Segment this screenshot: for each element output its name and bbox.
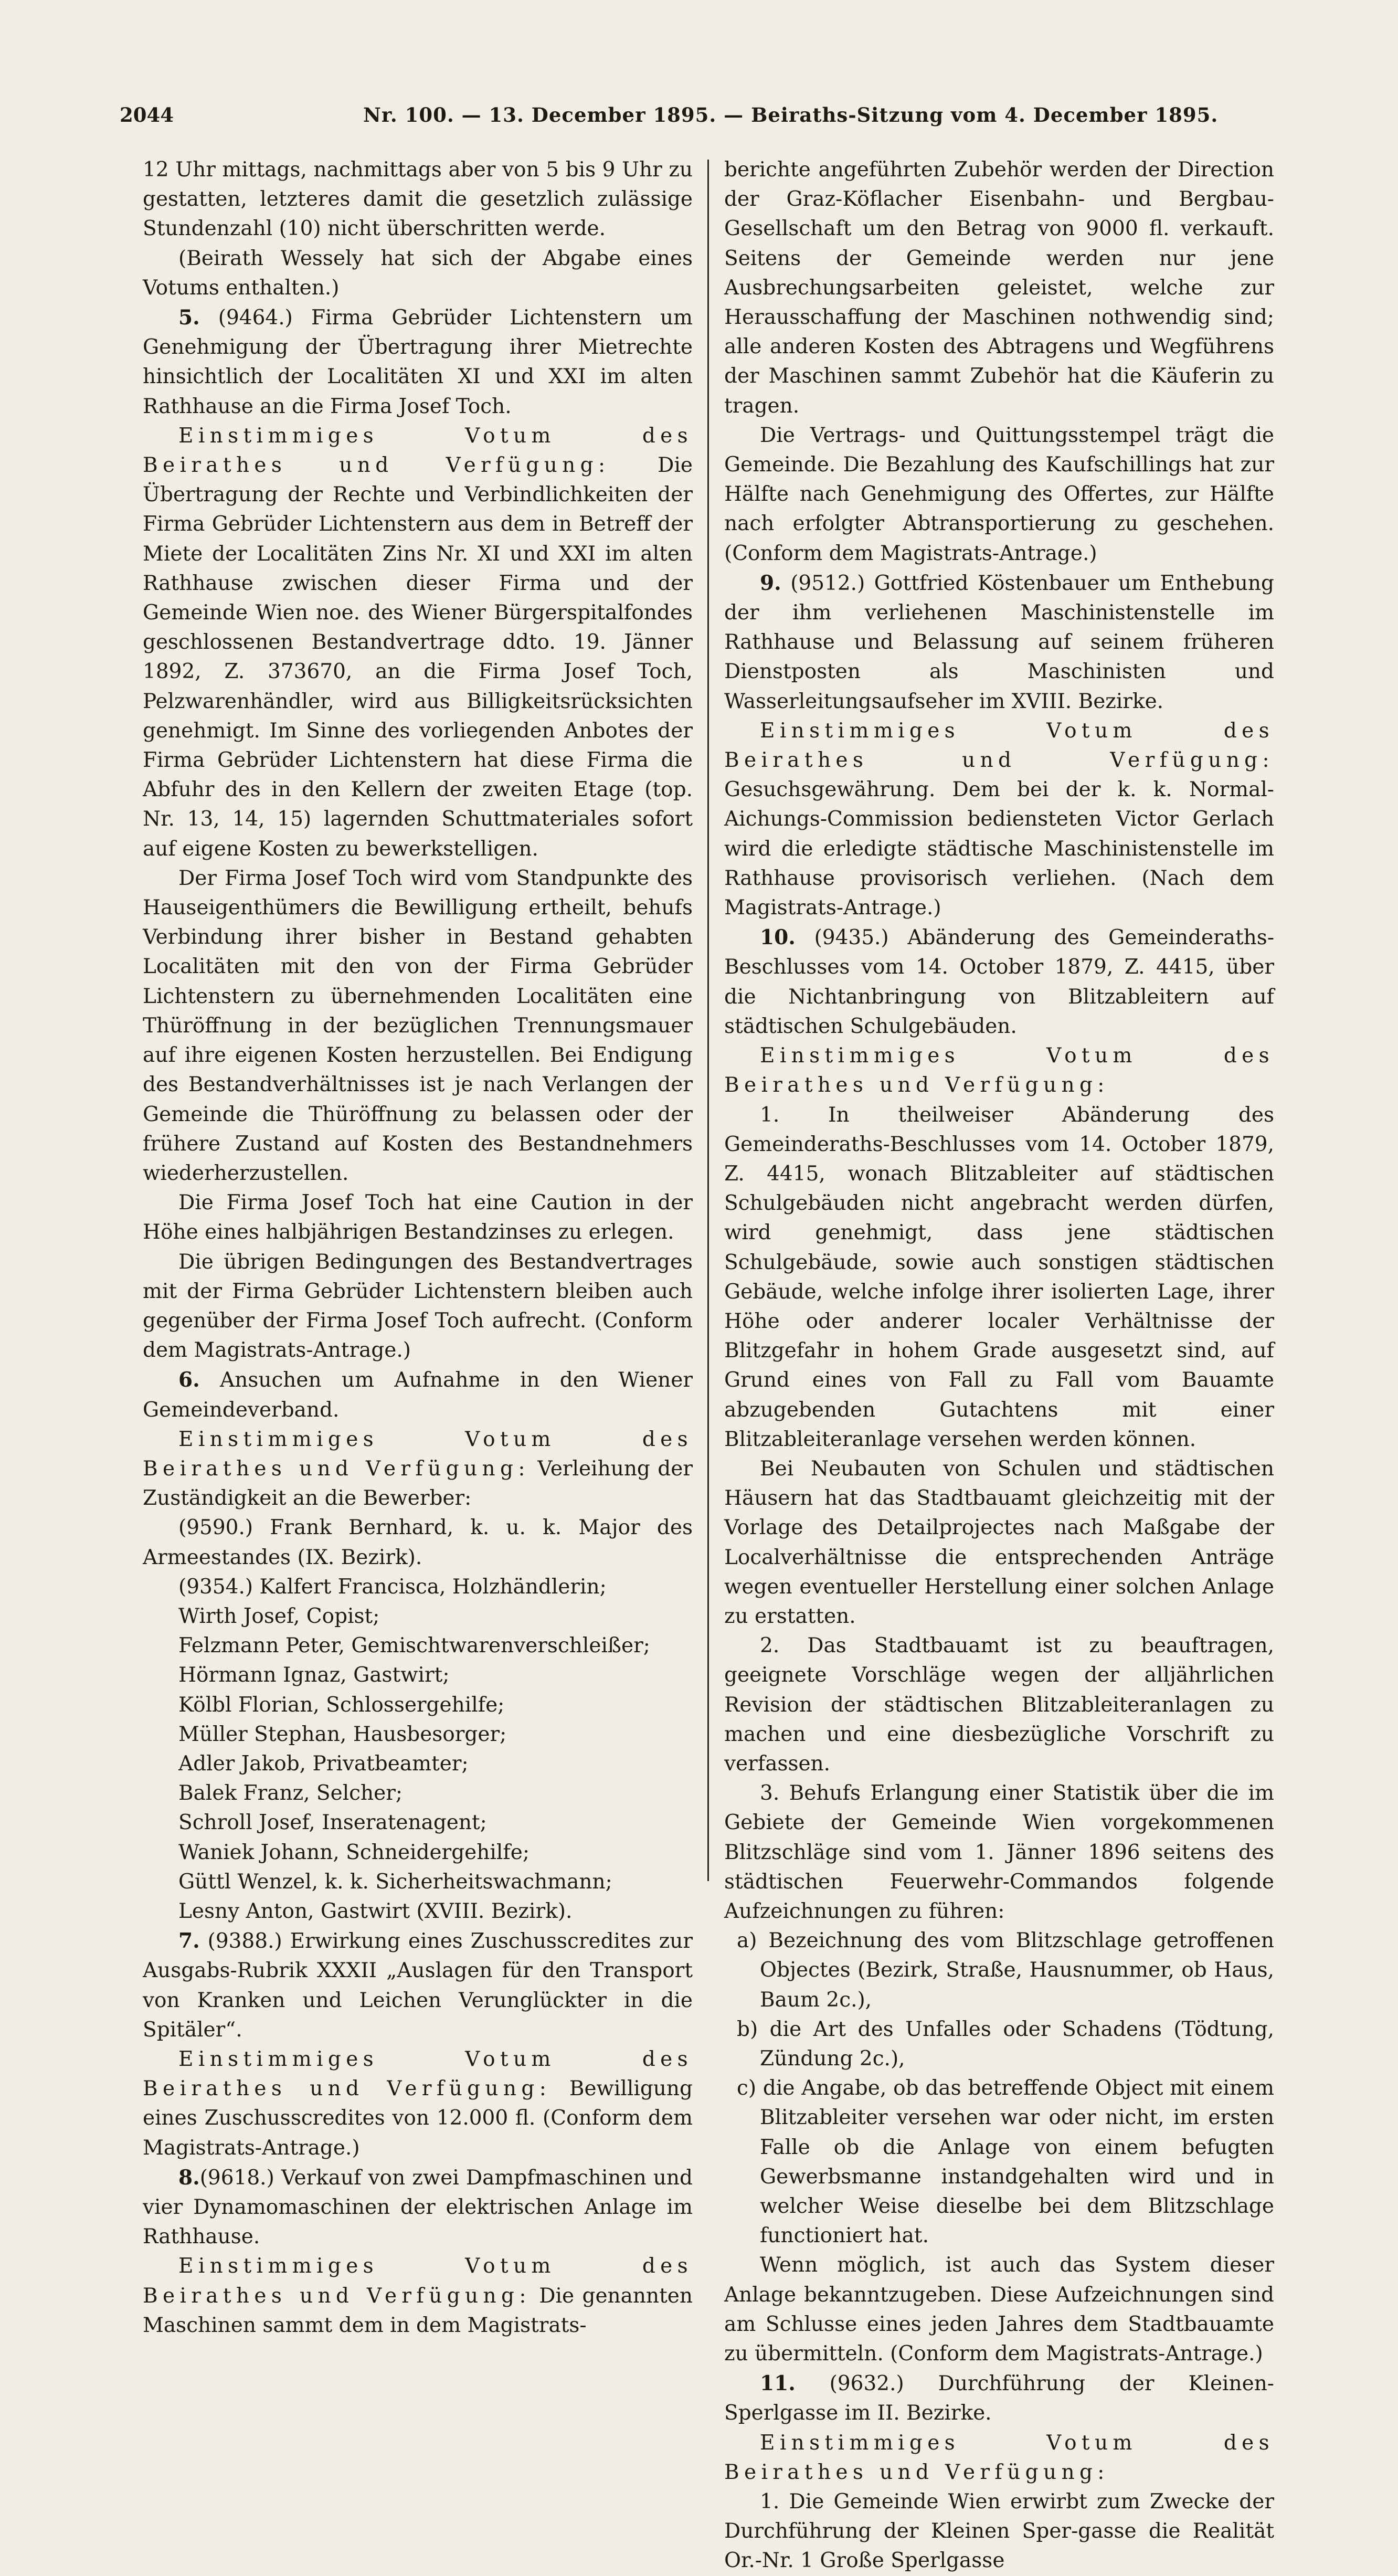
agenda-item-9	[724, 568, 1274, 716]
list-item: Wirth Josef, Copist;	[178, 1604, 380, 1628]
list-item: Kölbl Florian, Schlossergehilfe;	[178, 1693, 505, 1717]
vote-line	[143, 421, 693, 864]
paragraph: (Beirath Wessely hat sich der Abgabe eines Votums enthalten.)	[143, 246, 693, 300]
item-reference: (9464.)	[218, 306, 293, 330]
paragraph: Die Vertrags- und Quittungsstempel trägt die Gemeinde. Die Bezahlung des Kaufschillings hat zur Hälfte nach Genehmigung des Offertes, zur Hälfte nach erfolgter Abtransportierung zu geschehen. (Conform dem Magistrats-Antrage.)	[724, 423, 1274, 565]
vote-line	[143, 1425, 693, 1514]
paragraph: 12 Uhr mittags, nachmittags aber von 5 bis 9 Uhr zu gestatten, letzteres damit die gesetzlich zulässige Stundenzahl (10) nicht überschritten werde.	[143, 158, 693, 241]
vote-heading: Einstimmiges Votum des Beirathes und Verfügung:	[143, 424, 693, 478]
agenda-item-5	[143, 303, 693, 421]
vote-line	[143, 2045, 693, 2163]
vote-text: Die genannten Maschinen sammt dem in dem Magistrats-	[143, 2284, 693, 2337]
paragraph: Die übrigen Bedingungen des Bestandvertrages mit der Firma Gebrüder Lichtenstern bleiben auch gegenüber der Firma Josef Toch aufrecht. (Conform dem Magistrats-Antrage.)	[143, 1250, 693, 1363]
item-reference: (9632.)	[829, 2372, 904, 2396]
vote-line	[724, 716, 1274, 923]
vote-heading: Einstimmiges Votum des Beirathes und Verfügung:	[143, 1427, 693, 1481]
column-divider	[707, 160, 709, 1881]
item-number: 11.	[760, 2371, 796, 2396]
paragraph: berichte angeführten Zubehör werden der Direction der Graz-Köflacher Eisenbahn- und Bergbau-Gesellschaft um den Betrag von 9000 fl. verkauft. Seitens der Gemeinde werden nur jene Ausbrechungsarbeiten geleistet, welche zur Herausschaffung der Maschinen nothwendig sind; alle anderen Kosten des Abtragens und Wegführens der Maschinen sammt Zubehör hat die Käuferin zu tragen.	[724, 158, 1274, 418]
item-text: Durchführung der Kleinen-Sperlgasse im II. Bezirke.	[724, 2372, 1274, 2425]
list-item: Schroll Josef, Inseratenagent;	[178, 1811, 487, 1835]
agenda-item-7	[143, 1926, 693, 2045]
item-text: Erwirkung eines Zuschusscredites zur Ausgabs-Rubrik XXXII „Auslagen für den Transport von Kranken und Leichen Verunglückter in die Spitäler“.	[143, 1929, 693, 2042]
item-reference: (9435.)	[814, 926, 889, 950]
item-text: Gottfried Köstenbauer um Enthebung der ihm verliehenen Maschinistenstelle im Rathhause und Belassung auf seinem früheren Dienstposten als Maschinisten und Wasserleitungsaufseher im XVIII. Bezirke.	[724, 571, 1275, 713]
list-item: b) die Art des Unfalles oder Schadens (Tödtung, Zündung 2c.),	[737, 2017, 1274, 2071]
vote-heading: Einstimmiges Votum des Beirathes und Verfügung:	[724, 2431, 1274, 2484]
list-item: Balek Franz, Selcher;	[178, 1781, 403, 1806]
left-column	[143, 155, 693, 2340]
vote-text: Die Übertragung der Rechte und Verbindlichkeiten der Firma Gebrüder Lichtenstern aus dem in Betreff der Miete der Localitäten Zins Nr. XI und XXI im alten Rathhause zwischen dieser Firma und der Gemeinde Wien noe. des Wiener Bürgerspitalfondes geschlossenen Bestandvertrage ddto. 19. Jänner 1892, Z. 373670, an die Firma Josef Toch, Pelzwarenhändler, wird aus Billigkeitsrücksichten genehmigt. Im Sinne des vorliegenden Anbotes der Firma Gebrüder Lichtenstern hat diese Firma die Abfuhr des in den Kellern der zweiten Etage (top. Nr. 13, 14, 15) lagernden Schuttmateriales sofort auf eigene Kosten zu bewerkstelligen.	[143, 453, 693, 861]
paragraph: Der Firma Josef Toch wird vom Standpunkte des Hauseigenthümers die Bewilligung ertheilt, behufs Verbindung ihrer bisher in Bestand gehabten Localitäten mit den von der Firma Gebrüder Lichtenstern zu übernehmenden Localitäten eine Thüröffnung in der bezüglichen Trennungsmauer auf ihre eigenen Kosten herzustellen. Bei Endigung des Bestandverhältnisses ist je nach Verlangen der Gemeinde die Thüröffnung zu belassen oder der frühere Zustand auf Kosten des Bestandnehmers wiederherzustellen.	[143, 866, 693, 1185]
item-reference: (9388.)	[207, 1929, 282, 1954]
vote-heading: Einstimmiges Votum des Beirathes und Verfügung:	[724, 719, 1274, 773]
list-item: a) Bezeichnung des vom Blitzschlage getroffenen Objectes (Bezirk, Straße, Hausnummer, ob Haus, Baum 2c.),	[737, 1929, 1274, 2012]
right-column	[724, 155, 1274, 2576]
vote-heading: Einstimmiges Votum des Beirathes und Verfügung:	[724, 1044, 1274, 1097]
list-item: Müller Stephan, Hausbesorger;	[178, 1722, 507, 1746]
item-number: 7.	[178, 1929, 200, 1954]
vote-text: Gesuchsgewährung. Dem bei der k. k. Normal-Aichungs-Commission bediensteten Victor Gerlach wird die erledigte städtische Maschinistenstelle im Rathhause provisorisch verliehen. (Nach dem Magistrats-Antrage.)	[724, 778, 1274, 920]
vote-heading: Einstimmiges Votum des Beirathes und Verfügung:	[143, 2047, 693, 2101]
paragraph: Die Firma Josef Toch hat eine Caution in der Höhe eines halbjährigen Bestandzinses zu erlegen.	[143, 1191, 693, 1244]
item-text: Verkauf von zwei Dampfmaschinen und vier Dynamomaschinen der elektrischen Anlage im Rathhause.	[143, 2166, 693, 2249]
list-item: Lesny Anton, Gastwirt (XVIII. Bezirk).	[178, 1899, 573, 1923]
paragraph: Bei Neubauten von Schulen und städtischen Häusern hat das Stadtbauamt gleichzeitig mit der Vorlage des Detailprojectes nach Maßgabe der Localverhältnisse die entsprechenden Anträge wegen eventueller Herstellung einer solchen Anlage zu erstatten.	[724, 1456, 1274, 1628]
item-number: 9.	[760, 571, 781, 595]
agenda-item-8	[143, 2163, 693, 2252]
list-item: Güttl Wenzel, k. k. Sicherheitswachmann;	[178, 1870, 612, 1894]
list-item: (9354.) Kalfert Francisca, Holzhändlerin;	[178, 1575, 607, 1599]
item-reference: (9512.)	[790, 571, 865, 595]
agenda-item-6	[143, 1365, 693, 1424]
vote-text: Bewilligung eines Zuschusscredites von 12.000 fl. (Conform dem Magistrats-Antrage.)	[143, 2077, 693, 2160]
item-number: 10.	[760, 925, 796, 950]
list-item: Hörmann Ignaz, Gastwirt;	[178, 1663, 450, 1687]
page-number: 2044	[120, 103, 174, 126]
running-title: Nr. 100. — 13. December 1895. — Beiraths-Sitzung vom 4. December 1895.	[363, 103, 1219, 126]
vote-text: Verleihung der Zuständigkeit an die Bewerber:	[143, 1456, 693, 1511]
item-reference: (9618.)	[199, 2166, 274, 2190]
paragraph: 1. Die Gemeinde Wien erwirbt zum Zwecke der Durchführung der Kleinen Sper-gasse die Realität Or.-Nr. 1 Große Sperlgasse	[724, 2490, 1274, 2573]
agenda-item-11	[724, 2369, 1274, 2428]
item-number: 8.	[178, 2165, 200, 2190]
item-number: 6.	[178, 1368, 200, 1392]
paragraph: 3. Behufs Erlangung einer Statistik über die im Gebiete der Gemeinde Wien vorgekommenen Blitzschläge sind vom 1. Jänner 1896 seitens des städtischen Feuerwehr-Commandos folgende Aufzeichnungen zu führen:	[724, 1781, 1274, 1923]
item-text: Abänderung des Gemeinderaths-Beschlusses vom 14. October 1879, Z. 4415, über die Nichtanbringung von Blitzableitern auf städtischen Schulgebäuden.	[724, 926, 1274, 1038]
paragraph: 1. In theilweiser Abänderung des Gemeinderaths-Beschlusses vom 14. October 1879, Z. 4415, wonach Blitzableiter auf städtischen Schulgebäuden nicht angebracht werden dürfen, wird genehmigt, dass jene städtischen Schulgebäude, sowie auch sonstigen städtischen Gebäude, welche infolge ihrer isolierten Lage, ihrer Höhe oder anderer localer Verhältnisse der Blitzgefahr in hohem Grade ausgesetzt sind, auf Grund eines von Fall zu Fall vom Bauamte abzugebenden Gutachtens mit einer Blitzableiteranlage versehen werden können.	[724, 1103, 1274, 1451]
list-item: Waniek Johann, Schneidergehilfe;	[178, 1840, 529, 1864]
paragraph: 2. Das Stadtbauamt ist zu beauftragen, geeignete Vorschläge wegen der alljährlichen Revision der städtischen Blitzableiteranlagen zu machen und eine diesbezügliche Vorschrift zu verfassen.	[724, 1634, 1274, 1776]
item-text: Firma Gebrüder Lichtenstern um Genehmigung der Übertragung ihrer Mietrechte hinsichtlich der Localitäten XI und XXI im alten Rathhause an die Firma Josef Toch.	[143, 306, 693, 418]
list-item: (9590.) Frank Bernhard, k. u. k. Major des Armeestandes (IX. Bezirk).	[143, 1516, 693, 1569]
item-text: Ansuchen um Aufnahme in den Wiener Gemeindeverband.	[143, 1368, 693, 1422]
paragraph: Wenn möglich, ist auch das System dieser Anlage bekanntzugeben. Diese Aufzeichnungen sind am Schlusse eines jeden Jahres dem Stadtbauamte zu übermitteln. (Conform dem Magistrats-Antrage.)	[724, 2253, 1274, 2366]
item-number: 5.	[178, 305, 200, 330]
vote-heading: Einstimmiges Votum des Beirathes und Verfügung:	[143, 2254, 693, 2308]
list-item: Felzmann Peter, Gemischtwarenverschleißer;	[178, 1634, 650, 1658]
agenda-item-10	[724, 923, 1274, 1041]
list-item: Adler Jakob, Privatbeamter;	[178, 1751, 469, 1776]
list-item: c) die Angabe, ob das betreffende Object mit einem Blitzableiter versehen war oder nicht, im ersten Falle ob die Anlage von einem befugten Gewerbsmanne instandgehalten wird und in welcher Weise dieselbe bei dem Blitzschlage functioniert hat.	[737, 2076, 1274, 2248]
vote-line	[143, 2252, 693, 2340]
